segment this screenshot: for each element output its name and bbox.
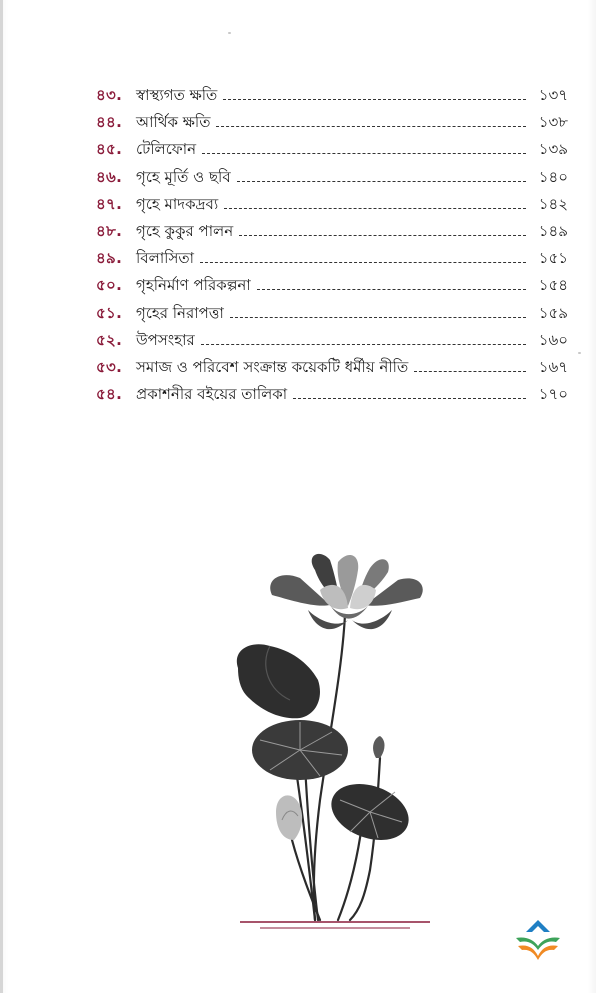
toc-title: গৃহনির্মাণ পরিকল্পনা xyxy=(136,276,251,295)
toc-row xyxy=(96,301,568,328)
toc-leader xyxy=(257,289,526,290)
toc-leader xyxy=(239,235,526,236)
toc-page-number: ১৪০ xyxy=(538,167,568,186)
toc-page-number: ১৬০ xyxy=(538,330,568,349)
toc-title: প্রকাশনীর বইয়ের তালিকা xyxy=(136,385,288,404)
toc-row xyxy=(96,355,568,382)
toc-page-number: ১৭০ xyxy=(538,385,568,404)
toc-page-number: ১৫৪ xyxy=(538,276,568,295)
toc-row xyxy=(96,165,568,192)
toc-leader xyxy=(223,99,526,100)
toc-number: ৫২. xyxy=(96,330,123,349)
toc-leader xyxy=(414,371,526,372)
toc-leader xyxy=(293,398,526,399)
toc-title: গৃহে কুকুর পালন xyxy=(136,222,234,241)
paper-speck xyxy=(578,352,581,354)
toc-number: ৪৭. xyxy=(96,194,123,213)
toc-number: ৪৪. xyxy=(96,113,123,132)
toc-title: স্বাস্থ্যগত ক্ষতি xyxy=(136,86,218,105)
toc-row xyxy=(96,83,568,110)
toc-leader xyxy=(201,344,526,345)
toc-leader xyxy=(216,126,526,127)
toc-title: গৃহে মূর্তি ও ছবি xyxy=(136,167,231,186)
toc-title: গৃহে মাদকদ্রব্য xyxy=(136,194,219,213)
toc-row xyxy=(96,246,568,273)
toc-row xyxy=(96,110,568,137)
toc-number: ৪৮. xyxy=(96,222,123,241)
toc-number: ৪৫. xyxy=(96,140,123,159)
toc-page-number: ১৩৯ xyxy=(538,140,568,159)
toc-row xyxy=(96,273,568,300)
toc-page-number: ১৩৮ xyxy=(538,113,568,132)
toc-page-number: ১৫৯ xyxy=(538,303,568,322)
toc-leader xyxy=(230,317,526,318)
toc-row xyxy=(96,192,568,219)
toc-title: গৃহের নিরাপত্তা xyxy=(136,303,224,322)
toc-leader xyxy=(237,181,526,182)
toc-page-number: ১৪৯ xyxy=(538,222,568,241)
toc-leader xyxy=(200,262,526,263)
toc-number: ৪৬. xyxy=(96,167,123,186)
toc-number: ৫৩. xyxy=(96,357,123,376)
lotus-leaf xyxy=(252,720,348,780)
toc-number: ৪৯. xyxy=(96,249,123,268)
toc-page-number: ১৩৭ xyxy=(538,86,568,105)
lotus-leaf xyxy=(237,644,320,718)
toc-number: ৫১. xyxy=(96,303,123,322)
page-edge xyxy=(0,0,3,993)
lotus-bud xyxy=(373,736,384,758)
toc-page-number: ১৬৭ xyxy=(538,357,568,376)
toc-leader xyxy=(202,153,526,154)
table-of-contents xyxy=(96,83,568,409)
toc-title: উপসংহার xyxy=(136,330,195,349)
toc-title: টেলিফোন xyxy=(136,140,197,159)
toc-number: ৫৪. xyxy=(96,385,123,404)
lotus-bud xyxy=(276,795,302,840)
paper-speck xyxy=(228,32,231,34)
toc-title: বিলাসিতা xyxy=(136,249,194,268)
lotus-flower xyxy=(270,554,423,629)
toc-title: আর্থিক ক্ষতি xyxy=(136,113,211,132)
lotus-plant-illustration xyxy=(220,550,450,940)
toc-row xyxy=(96,137,568,164)
toc-row xyxy=(96,219,568,246)
toc-number: ৫০. xyxy=(96,276,123,295)
lotus-leaf xyxy=(324,774,417,850)
toc-page-number: ১৫১ xyxy=(538,249,568,268)
publisher-logo-icon xyxy=(510,918,566,964)
toc-leader xyxy=(224,208,526,209)
toc-number: ৪৩. xyxy=(96,86,123,105)
toc-row xyxy=(96,328,568,355)
toc-page-number: ১৪২ xyxy=(538,194,568,213)
toc-title: সমাজ ও পরিবেশ সংক্রান্ত কয়েকটি ধর্মীয় নীতি xyxy=(136,357,409,376)
toc-row xyxy=(96,382,568,409)
